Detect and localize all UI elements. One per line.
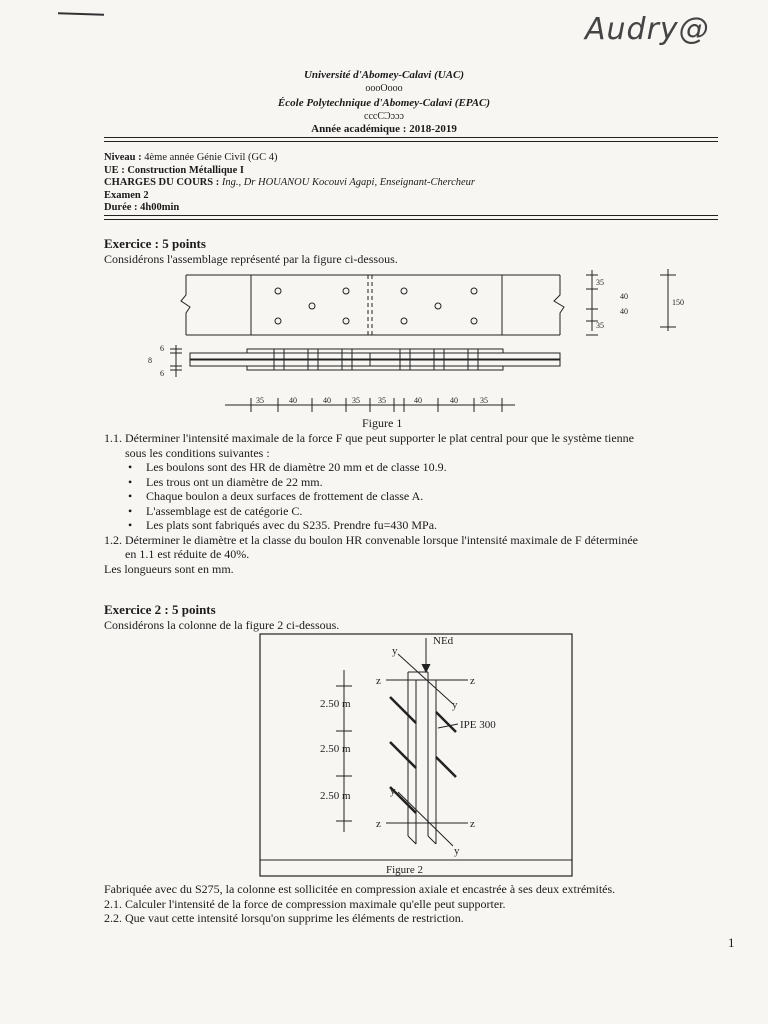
question-1-2-cont: en 1.1 est réduite de 40%.	[125, 547, 250, 561]
page-number: 1	[728, 935, 735, 950]
question-2-2: 2.2. Que vaut cette intensité lorsqu'on supprime les éléments de restriction.	[104, 911, 464, 925]
dim-bottom-8: 35	[480, 396, 488, 405]
school-name: École Polytechnique d'Abomey-Calavi (EPAC)	[277, 97, 491, 109]
dim-35-top: 35	[596, 278, 604, 287]
dim-bottom-7: 40	[450, 396, 458, 405]
condition-item: • L'assemblage est de catégorie C.	[124, 504, 729, 519]
dim-bottom-6: 40	[414, 396, 422, 405]
exercise-2-statement: Fabriquée avec du S275, la colonne est sollicitée en compression axiale et encastrée à ses deux extrémités.	[104, 882, 616, 896]
figure-2-column	[258, 632, 576, 880]
separator-2: cccCƆɔɔɔ	[364, 111, 404, 122]
dim-bottom-1: 35	[256, 396, 264, 405]
duree-line: Durée : 4h00min	[104, 202, 180, 213]
header-rule-top-2	[104, 141, 718, 142]
axis-z-top-left: z	[376, 675, 381, 687]
dim-bottom-4: 35	[352, 396, 360, 405]
header-rule-top	[104, 137, 718, 138]
question-1-1-cont: sous les conditions suivantes :	[125, 445, 270, 460]
separator-1: oooOooo	[365, 83, 403, 94]
niveau-label: Niveau :	[104, 152, 142, 163]
dim-bottom-3: 40	[323, 396, 331, 405]
axis-y-bottom: y	[390, 785, 396, 797]
pen-stroke	[58, 12, 104, 16]
load-label: NEd	[433, 635, 454, 647]
info-rule-2	[104, 219, 718, 220]
charges-value: Ing., Dr HOUANOU Kocouvi Agapi, Enseignant-Chercheur	[221, 177, 475, 188]
dim-bottom-5: 35	[378, 396, 386, 405]
dim-150: 150	[672, 298, 684, 307]
exercise-2-intro: Considérons la colonne de la figure 2 ci-dessous.	[104, 618, 340, 632]
question-1-1: 1.1. Déterminer l'intensité maximale de la force F que peut supporter le plat central pour que le système tienne	[104, 431, 634, 445]
university-name: Université d'Abomey-Calavi (UAC)	[303, 69, 465, 81]
dim-40-a: 40	[620, 292, 628, 301]
dim-bottom-2: 40	[289, 396, 297, 405]
condition-item: • Les trous ont un diamètre de 22 mm.	[124, 475, 729, 490]
dim-thick-6-bottom: 6	[160, 369, 164, 378]
exercise-2-title: Exercice 2 : 5 points	[104, 602, 216, 617]
axis-y-bottom-right: y	[454, 845, 460, 857]
axis-z-bottom-right: z	[470, 818, 475, 830]
dim-40-b: 40	[620, 307, 628, 316]
niveau-value: 4ème année Génie Civil (GC 4)	[144, 152, 278, 163]
condition-item: • Les boulons sont des HR de diamètre 20 mm et de classe 10.9.	[124, 460, 729, 475]
axis-y-top: y	[392, 645, 398, 657]
exercise-1-title: Exercice : 5 points	[104, 236, 206, 251]
axis-z-top-right: z	[470, 675, 475, 687]
dim-thick-6-top: 6	[160, 344, 164, 353]
info-rule	[104, 215, 718, 216]
ue-line: UE : Construction Métallique I	[104, 164, 244, 176]
examen-line: Examen 2	[104, 189, 149, 201]
exercise-1-intro: Considérons l'assemblage représenté par la figure ci-dessous.	[104, 252, 398, 266]
axis-z-bottom-left: z	[376, 818, 381, 830]
course-info	[104, 152, 475, 215]
dim-thick-8: 8	[148, 356, 152, 365]
condition-item: • Les plats sont fabriqués avec du S235. Prendre fu=430 MPa.	[124, 518, 729, 533]
exercise-2-text	[104, 882, 744, 926]
profile-label: IPE 300	[460, 719, 496, 731]
charges-label: CHARGES DU COURS :	[104, 177, 220, 188]
dim-35-bottom: 35	[596, 321, 604, 330]
condition-item: • Chaque boulon a deux surfaces de frottement de classe A.	[124, 489, 729, 504]
exercise-1-questions	[104, 431, 729, 576]
question-2-1: 2.1. Calculer l'intensité de la force de compression maximale qu'elle peut supporter.	[104, 896, 506, 911]
span-1: 2.50 m	[320, 698, 351, 710]
figure-1-caption: Figure 1	[362, 416, 403, 430]
handwritten-name: Audry@	[585, 12, 710, 47]
question-1-2: 1.2. Déterminer le diamètre et la classe du boulon HR convenable lorsque l'intensité maximale de F déterminée	[104, 532, 638, 547]
span-3: 2.50 m	[320, 790, 351, 802]
units-note: Les longueurs sont en mm.	[104, 561, 234, 576]
figure-2-caption: Figure 2	[386, 864, 423, 876]
axis-y-top-right: y	[452, 699, 458, 711]
academic-year: Année académique : 2018-2019	[311, 123, 457, 135]
span-2: 2.50 m	[320, 743, 351, 755]
figure-1-assembly	[140, 265, 700, 420]
conditions-list	[104, 460, 729, 533]
